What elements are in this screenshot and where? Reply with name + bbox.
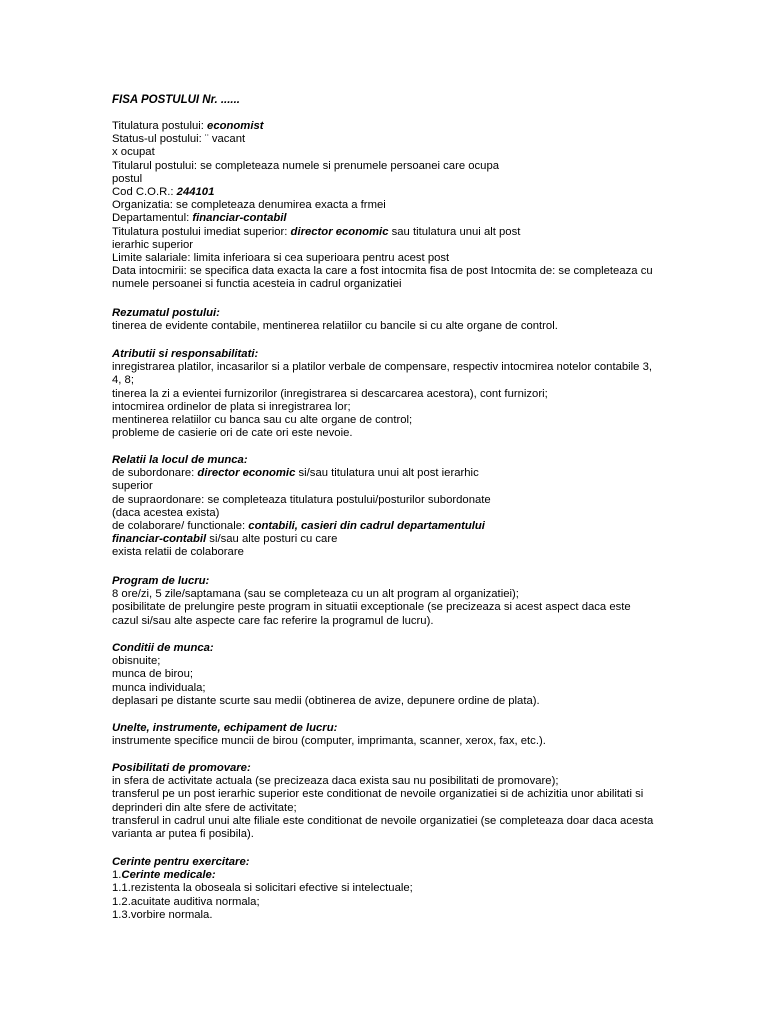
collaboration-suffix: si/sau alte posturi cu care (206, 533, 338, 546)
department-value: financiar-contabil (192, 212, 287, 225)
superior-label: Titulatura postului imediat superior: (112, 225, 291, 238)
job-header-section (112, 120, 660, 292)
collaboration-value-2: financiar-contabil (112, 533, 207, 546)
medical-heading: Cerinte medicale: (121, 869, 216, 882)
collaboration-label: de colaborare/ functionale: (112, 520, 249, 533)
cor-code-line (112, 186, 660, 199)
condition-line: munca individuala; (112, 681, 206, 694)
promotion-line: deprinderi din alte sfere de activitate; (112, 801, 297, 814)
requirement-line: 1.3.vorbire normala. (112, 908, 213, 921)
condition-line: munca de birou; (112, 668, 194, 681)
duty-line: tinerea la zi a evientei furnizorilor (inregistrarea si descarcarea acestora), cont furnizori; (112, 387, 548, 400)
collaboration-line (112, 520, 660, 533)
medical-number: 1. (112, 869, 122, 882)
supraordination-line-2: (daca acestea exista) (112, 506, 220, 519)
tools-text: instrumente specifice muncii de birou (computer, imprimanta, scanner, xerox, fax, etc.). (112, 735, 546, 748)
condition-line: deplasari pe distante scurte sau medii (obtinerea de avize, depunere ordine de plata). (112, 694, 540, 707)
conditions-section (112, 642, 660, 708)
promotion-line: in sfera de activitate actuala (se precizeaza daca exista sau nu posibilitati de promovare); (112, 775, 559, 788)
schedule-heading: Program de lucru: (112, 575, 210, 587)
cor-code-value: 244101 (176, 186, 215, 199)
job-title-line (112, 120, 660, 133)
date-line-2: numele persoanei si functia acesteia in cadrul organizatiei (112, 278, 402, 291)
schedule-line: 8 ore/zi, 5 zile/saptamana (sau se completeaza cu un alt program al organizatiei); (112, 588, 519, 601)
tools-heading: Unelte, instrumente, echipament de lucru: (112, 722, 338, 734)
department-line (112, 212, 660, 225)
relations-heading: Relatii la locul de munca: (112, 454, 248, 466)
requirement-line: 1.1.rezistenta la oboseala si solicitari efective si intelectuale; (112, 882, 413, 895)
subordination-line (112, 467, 660, 480)
requirements-section (112, 856, 660, 922)
superior-line-2: ierarhic superior (112, 238, 193, 251)
conditions-heading: Conditii de munca: (112, 642, 214, 654)
superior-suffix: sau titulatura unui alt post (388, 225, 521, 238)
duty-line: intocmirea ordinelor de plata si inregistrarea lor; (112, 400, 351, 413)
summary-heading: Rezumatul postului: (112, 307, 220, 319)
promotion-line: varianta ar putea fi posibila). (112, 828, 254, 841)
occupied-line: x ocupat (112, 146, 155, 159)
date-line: Data intocmirii: se specifica data exacta la care a fost intocmita fisa de post Intocmita de: se completeaza cu (112, 265, 653, 278)
promotion-section (112, 762, 660, 841)
relations-section (112, 454, 660, 560)
duty-line: probleme de casierie ori de cate ori este nevoie. (112, 427, 353, 440)
department-label: Departamentul: (112, 212, 193, 225)
subordination-line-2: superior (112, 480, 153, 493)
holder-line-2: postul (112, 172, 143, 185)
cor-code-label: Cod C.O.R.: (112, 186, 177, 199)
duty-line: 4, 8; (112, 374, 134, 387)
requirements-heading: Cerinte pentru exercitare: (112, 856, 250, 868)
document-title: FISA POSTULUI Nr. ...... (112, 94, 241, 106)
status-line: Status-ul postului: ¨ vacant (112, 133, 246, 146)
holder-line: Titularul postului: se completeaza numele si prenumele persoanei care ocupa (112, 159, 500, 172)
duty-line: inregistrarea platilor, incasarilor si a platilor verbale de compensare, respectiv intocmirea notelor contabile 3, (112, 361, 653, 374)
promotion-heading: Posibilitati de promovare: (112, 762, 251, 774)
tools-section (112, 722, 660, 748)
supraordination-line: de supraordonare: se completeaza titulatura postului/posturilor subordonate (112, 493, 491, 506)
superior-line (112, 226, 660, 239)
subordination-value: director economic (197, 467, 296, 480)
collaboration-value: contabili, casieri din cadrul departamentului (248, 520, 485, 533)
subordination-label: de subordonare: (112, 467, 198, 480)
schedule-line: cazul si/sau alte aspecte care fac referire la programul de lucru). (112, 614, 434, 627)
summary-section (112, 307, 660, 333)
organization-line: Organizatia: se completeaza denumirea exacta a frmei (112, 199, 386, 212)
schedule-section (112, 575, 660, 628)
superior-value: director economic (290, 225, 389, 238)
promotion-line: transferul pe un post ierarhic superior este conditionat de nevoile organizatiei si de achizitia unor abilitati si (112, 788, 644, 801)
summary-text: tinerea de evidente contabile, mentinerea relatiilor cu bancile si cu alte organe de control. (112, 320, 558, 333)
promotion-line: transferul in cadrul unui alte filiale este conditionat de nevoile organizatiei (se completeaza doar daca acesta (112, 814, 654, 827)
job-title-label: Titulatura postului: (112, 120, 208, 132)
duties-heading: Atributii si responsabilitati: (112, 348, 259, 360)
subordination-suffix: si/sau titulatura unui alt post ierarhic (295, 467, 479, 480)
medical-subheading (112, 869, 660, 882)
requirement-line: 1.2.acuitate auditiva normala; (112, 895, 260, 908)
duty-line: mentinerea relatiilor cu banca sau cu alte organe de control; (112, 414, 413, 427)
collaboration-line-3: exista relatii de colaborare (112, 546, 244, 559)
salary-limits-line: Limite salariale: limita inferioara si cea superioara pentru acest post (112, 252, 450, 265)
job-title-value: economist (207, 120, 264, 132)
duties-section (112, 348, 660, 440)
schedule-line: posibilitate de prelungire peste program in situatii exceptionale (se precizeaza si acest aspect daca este (112, 601, 631, 614)
collaboration-line-2 (112, 533, 660, 546)
condition-line: obisnuite; (112, 655, 161, 668)
